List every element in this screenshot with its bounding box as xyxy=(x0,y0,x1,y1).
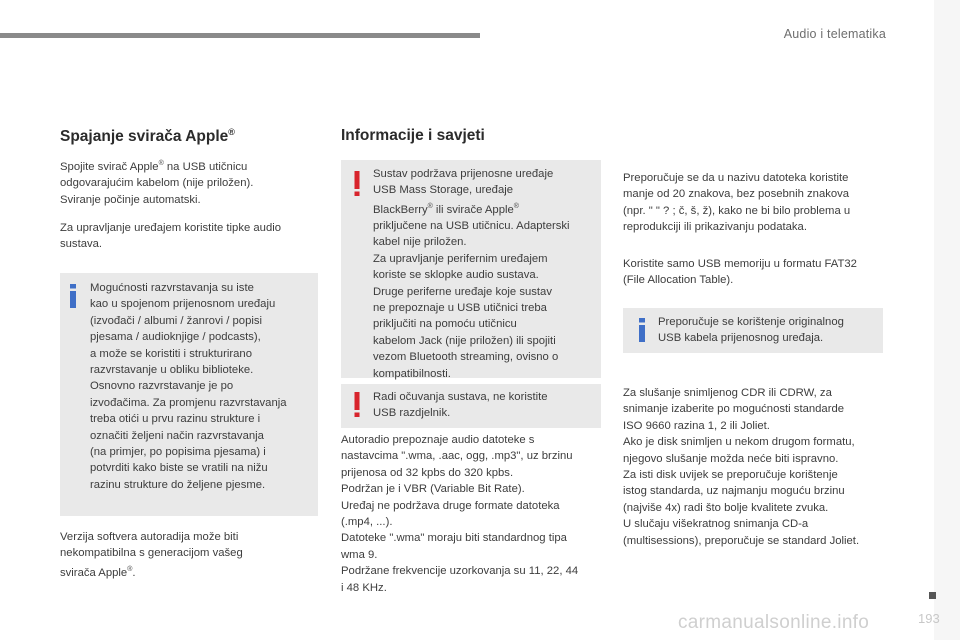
info-icon xyxy=(70,284,76,308)
paragraph-audio-keys: Za upravljanje uređajem koristite tipke audio sustava. xyxy=(60,222,282,251)
section-heading-apple: Spajanje svirača Apple® xyxy=(60,127,235,146)
paragraph-file-names: Preporučuje se da u nazivu datoteka koristite manje od 20 znakova, bez posebnih znakova (npr. " " ? ; č, š, ž), kako ne bi bilo problema u reprodukciji ili prikazivanju podataka. xyxy=(623,172,851,234)
warning-icon xyxy=(354,392,360,417)
paragraph-audio-formats: Autoradio prepoznaje audio datoteke s nastavcima ".wma, .aac, ogg, .mp3", uz brzinu prijenosa od 32 kpbs do 320 kpbs. Podržan je i VBR (Variable Bit Rate). Uređaj ne podržava druge formate datoteka (.mp4, ...). Datoteke ".wma" moraju biti standardnog tipa wma 9. Podržane frekvencije uzorkovanja su 11, 22, 44 i 48 KHz. xyxy=(341,434,579,594)
paragraph-fat32: Koristite samo USB memoriju u formatu FAT32 (File Allocation Table). xyxy=(623,258,857,287)
warning-box-hub xyxy=(341,384,601,428)
section-heading-info: Informacije i savjeti xyxy=(341,127,485,144)
info-box-sorting xyxy=(60,273,318,516)
warning-box-usb xyxy=(341,160,601,378)
header-title: Audio i telematika xyxy=(783,27,886,41)
info-box-text: Preporučuje se korištenje originalnog USB kabela prijenosnog uređaja. xyxy=(658,316,844,345)
warning-box-text: Radi očuvanja sustava, ne koristite USB razdjelnik. xyxy=(373,391,548,420)
page-marker-square xyxy=(929,592,936,599)
paragraph-software-version: Verzija softvera autoradija može biti nekompatibilna s generacijom vašeg svirača Apple®. xyxy=(60,531,243,579)
warning-box-text: Sustav podržava prijenosne uređaje USB Mass Storage, uređaje BlackBerry® ili svirače Apple® priključene na USB utičnicu. Adapterski kabel nije priložen. Za upravljanje perifernim uređajem koriste se sklopke audio sustava. Druge periferne uređaje koje sustav ne prepoznaje u USB utičnici treba priključiti na pomoću utičnicu kabelom Jack (nije priložen) ili spojiti vezom Bluetooth streaming, ovisno o kompatibilnosti. xyxy=(373,168,570,380)
info-box-text: Mogućnosti razvrstavanja su iste kao u spojenom prijenosnom uređaju (izvođači / albumi / žanrovi / popisi pjesama / audioknjige / podcasts), a može se koristiti i strukturirano razvrstavanje u obliku biblioteke. Osnovno razvrstavanje je po izvođačima. Za promjenu razvrstavanja treba otići u prvu razinu strukture i označiti željeni način razvrstavanja (na primjer, po popisima pjesama) i potvrditi kako biste se vratili na nižu razinu strukture do željene pjesme. xyxy=(90,282,287,491)
info-box-cable xyxy=(623,308,883,353)
warning-icon xyxy=(354,171,360,196)
watermark: carmanualsonline.info xyxy=(678,612,870,633)
page-number: 193 xyxy=(918,611,940,626)
info-icon xyxy=(639,318,645,342)
paragraph-connect-apple: Spojite svirač Apple® na USB utičnicu odgovarajućim kabelom (nije priložen). Sviranje počinje automatski. xyxy=(60,160,254,206)
header-bar xyxy=(0,33,480,38)
paragraph-cd-recording: Za slušanje snimljenog CDR ili CDRW, za snimanje izaberite po mogućnosti standarde ISO 9660 razina 1, 2 ili Joliet. Ako je disk snimljen u nekom drugom formatu, njegovo slušanje možda neće biti ispravno. Za isti disk uvijek se preporučuje korištenje istog standarda, uz najmanju moguću brzinu (najviše 4x) radi što bolje kvalitete zvuka. U slučaju višekratnog snimanja CD-a (multisessions), preporučuje se standard Joliet. xyxy=(623,387,860,547)
page-edge-strip xyxy=(934,0,960,640)
